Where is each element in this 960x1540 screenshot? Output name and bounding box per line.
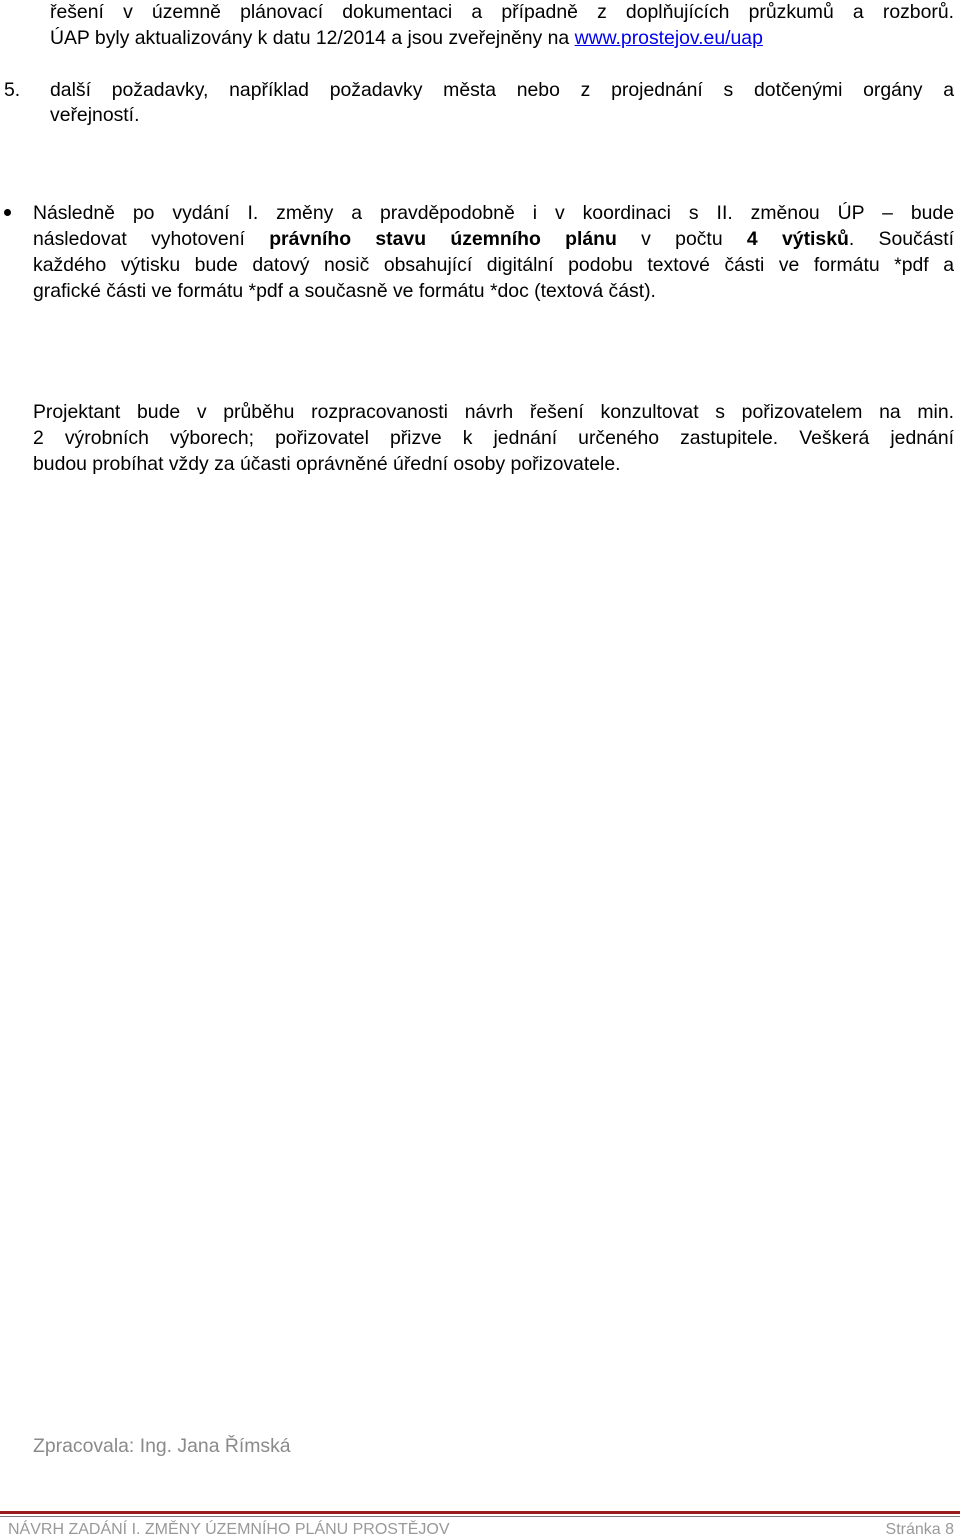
copies-count-bold: 4 výtisků: [746, 228, 849, 250]
footer-document-title: NÁVRH ZADÁNÍ I. ZMĚNY ÚZEMNÍHO PLÁNU PROSTĚJOV: [8, 1521, 450, 1538]
legal-state-bold: právního stavu územního plánu: [269, 228, 617, 250]
bullet-para-line-2-c: . Součástí: [848, 228, 954, 250]
continued-item-line-1: řešení v územně plánovací dokumentaci a případně z doplňujících průzkumů a rozborů.: [50, 1, 954, 23]
bullet-para-line-2-a: následovat vyhotovení: [33, 228, 270, 250]
projektant-para-line-3: budou probíhat vždy za účasti oprávněné úřední osoby pořizovatele.: [33, 453, 621, 475]
bullet-para-line-2-b: v počtu: [616, 228, 747, 250]
item-5-number: 5.: [4, 79, 21, 101]
bullet-para-line-4: grafické části ve formátu *pdf a současně ve formátu *doc (textová část).: [33, 280, 656, 302]
continued-item-line-2-text: ÚAP byly aktualizovány k datu 12/2014 a jsou zveřejněny na: [50, 27, 575, 49]
footer-rule: [0, 1511, 960, 1514]
footer-rule-thin: [0, 1516, 960, 1517]
footer-page-number: Stránka 8: [885, 1521, 954, 1538]
item-5-line-2: veřejností.: [50, 104, 140, 126]
bullet-para-line-3: každého výtisku bude datový nosič obsahující digitální podobu textové části ve formátu *pdf a: [33, 254, 954, 276]
uap-link[interactable]: www.prostejov.eu/uap: [574, 27, 763, 49]
projektant-para-line-2: 2 výrobních výborech; pořizovatel přizve k jednání určeného zastupitele. Veškerá jednání: [33, 427, 954, 449]
bullet-para-line-1: Následně po vydání I. změny a pravděpodobně i v koordinaci s II. změnou ÚP – bude: [33, 202, 954, 224]
bullet-para-line-2: [33, 227, 954, 251]
bullet-icon: [4, 209, 11, 216]
projektant-para-line-1: Projektant bude v průběhu rozpracovanosti návrh řešení konzultovat s pořizovatelem na min.: [33, 401, 954, 423]
page-footer: [8, 1520, 954, 1540]
author-signature: Zpracovala: Ing. Jana Římská: [33, 1435, 291, 1457]
item-5-line-1: další požadavky, například požadavky města nebo z projednání s dotčenými orgány a: [50, 79, 954, 101]
continued-item-line-2: [50, 26, 763, 50]
